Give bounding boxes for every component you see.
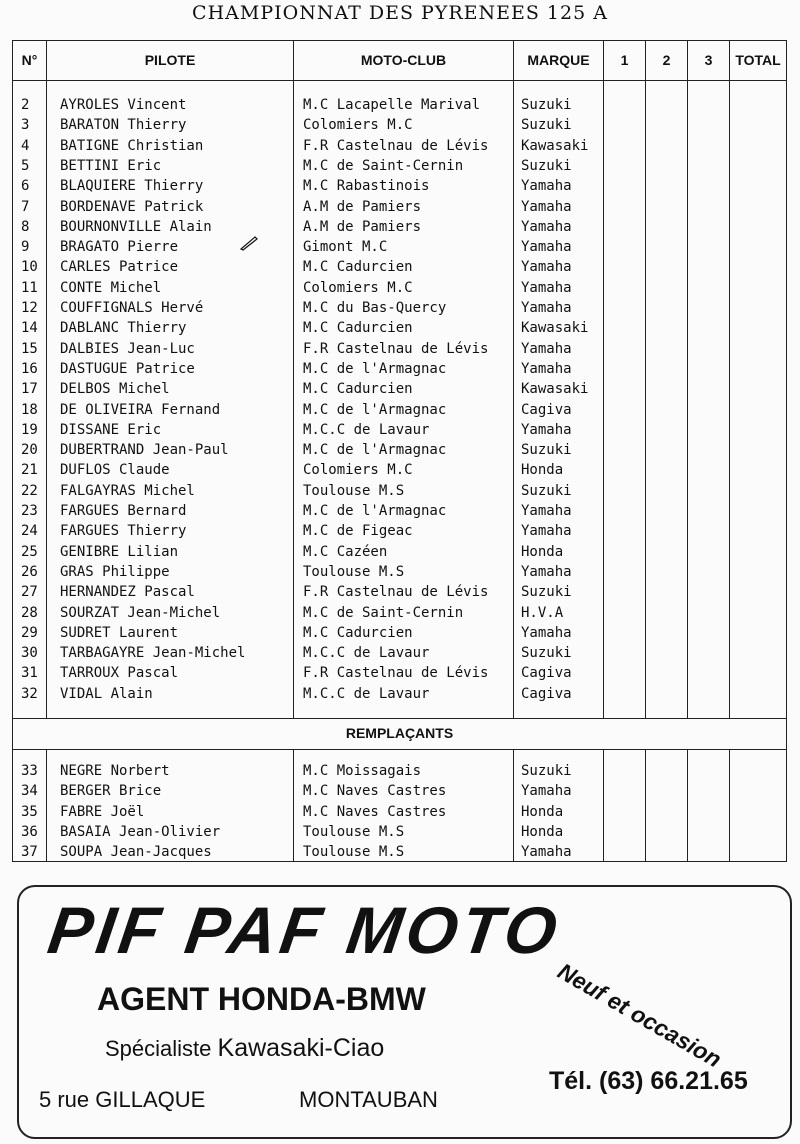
rider-club: M.C de l'Armagnac [303, 503, 447, 519]
rider-row [13, 298, 786, 318]
col-total-header: TOTAL [735, 52, 781, 68]
rider-brand: Yamaha [521, 239, 572, 256]
remplacant-row [13, 842, 786, 862]
rider-club: F.R Castelnau de Lévis [303, 665, 489, 682]
rider-name: SUDRET Laurent [60, 624, 179, 641]
rider-number: 21 [21, 462, 38, 479]
ad-city: MONTAUBAN [299, 1087, 438, 1112]
rider-club: Colomiers M.C [303, 462, 413, 479]
rider-club: Toulouse M.S [303, 844, 405, 861]
rider-row [13, 318, 786, 338]
rider-row [13, 339, 786, 359]
rider-number: 17 [21, 381, 38, 398]
rider-number: 35 [21, 803, 38, 820]
rider-number: 25 [21, 543, 38, 560]
rider-name: TARBAGAYRE Jean-Michel [60, 645, 246, 662]
rider-number: 32 [21, 685, 38, 702]
rider-name: BARATON Thierry [60, 117, 187, 134]
rider-name: AYROLES Vincent [60, 97, 187, 113]
rider-brand: Cagiva [521, 401, 572, 418]
rider-brand: Suzuki [521, 97, 572, 113]
rider-club: M.C Cadurcien [303, 320, 413, 337]
remplacants-heading: REMPLAÇANTS [345, 725, 454, 741]
rider-number: 9 [21, 239, 30, 256]
rider-row [13, 440, 786, 460]
rider-brand: Cagiva [521, 685, 572, 702]
col-manche1-header: 1 [620, 52, 629, 68]
rider-club: A.M de Pamiers [303, 198, 422, 215]
rider-brand: Yamaha [521, 503, 572, 519]
rider-name: GRAS Philippe [60, 563, 170, 580]
rider-number: 27 [21, 584, 38, 601]
rider-name: BRAGATO Pierre [60, 239, 179, 256]
rider-brand: Honda [521, 462, 564, 479]
rider-row [13, 420, 786, 440]
rider-name: DABLANC Thierry [60, 320, 187, 337]
rider-brand: Yamaha [521, 340, 572, 357]
rider-row [13, 603, 786, 623]
rider-club: M.C Cadurcien [303, 381, 413, 398]
rider-row [13, 156, 786, 176]
rider-number: 14 [21, 320, 38, 337]
rider-number: 28 [21, 604, 38, 621]
rider-brand: Kawasaki [521, 381, 589, 398]
rider-name: CARLES Patrice [60, 259, 179, 276]
rider-row [13, 562, 786, 582]
rider-row [13, 582, 786, 602]
ad-tagline: Neuf et occasion [553, 957, 726, 1073]
rider-number: 18 [21, 401, 38, 418]
rider-row [13, 359, 786, 379]
ad-address: 5 rue GILLAQUE [39, 1087, 206, 1112]
rider-row [13, 257, 786, 277]
rider-name: BOURNONVILLE Alain [60, 218, 212, 235]
remplacant-row [13, 822, 786, 842]
rider-number: 29 [21, 624, 38, 641]
rider-club: Gimont M.C [303, 239, 388, 256]
rider-brand: Yamaha [521, 218, 572, 235]
rider-number: 33 [21, 763, 38, 779]
rider-number: 24 [21, 523, 38, 540]
rider-brand: Yamaha [521, 563, 572, 580]
rider-row [13, 95, 786, 115]
rider-name: BORDENAVE Patrick [60, 198, 204, 215]
rider-row [13, 237, 786, 257]
rider-brand: Yamaha [521, 178, 572, 195]
rider-brand: Suzuki [521, 645, 572, 662]
rider-brand: Suzuki [521, 157, 572, 174]
rider-name: DUBERTRAND Jean-Paul [60, 442, 229, 459]
rider-brand: Yamaha [521, 259, 572, 276]
rider-club: Colomiers M.C [303, 279, 413, 296]
rider-club: M.C Cadurcien [303, 259, 413, 276]
rider-row [13, 400, 786, 420]
rider-number: 5 [21, 157, 30, 174]
rider-club: M.C Naves Castres [303, 783, 447, 800]
rider-brand: Yamaha [521, 624, 572, 641]
rider-club: M.C de l'Armagnac [303, 442, 447, 459]
rider-club: M.C Cazéen [303, 543, 388, 560]
col-manche3-header: 3 [704, 52, 713, 68]
rider-brand: Honda [521, 543, 564, 560]
rider-row [13, 684, 786, 704]
rider-brand: Suzuki [521, 117, 572, 134]
rider-name: DALBIES Jean-Luc [60, 340, 195, 357]
rider-number: 11 [21, 279, 38, 296]
rider-number: 2 [21, 97, 30, 113]
rider-number: 8 [21, 218, 30, 235]
remplacant-row [13, 761, 786, 781]
rider-brand: Suzuki [521, 482, 572, 499]
rider-row [13, 115, 786, 135]
rider-row [13, 623, 786, 643]
remplacant-row [13, 802, 786, 822]
rider-name: TARROUX Pascal [60, 665, 179, 682]
col-marque-header: MARQUE [527, 52, 590, 68]
rider-name: FALGAYRAS Michel [60, 482, 195, 499]
rider-brand: Honda [521, 803, 564, 820]
rider-club: Toulouse M.S [303, 482, 405, 499]
rider-row [13, 481, 786, 501]
rider-name: NEGRE Norbert [60, 763, 170, 779]
col-club-header: MOTO-CLUB [360, 52, 447, 68]
rider-club: M.C.C de Lavaur [303, 421, 430, 438]
rider-name: COUFFIGNALS Hervé [60, 300, 204, 316]
rider-club: M.C Lacapelle Marival [303, 97, 481, 113]
rider-brand: Suzuki [521, 442, 572, 459]
rider-name: FARGUES Bernard [60, 503, 187, 519]
rider-number: 6 [21, 178, 30, 195]
rider-name: BATIGNE Christian [60, 137, 204, 154]
ad-specialiste [105, 1034, 384, 1063]
rider-club: M.C de Saint-Cernin [303, 604, 464, 621]
rider-club: M.C de Saint-Cernin [303, 157, 464, 174]
rider-brand: Cagiva [521, 665, 572, 682]
col-pilote-header: PILOTE [144, 52, 196, 68]
rider-number: 7 [21, 198, 30, 215]
rider-club: M.C de l'Armagnac [303, 360, 447, 377]
rider-brand: Suzuki [521, 763, 572, 779]
rider-row [13, 136, 786, 156]
table-header [13, 41, 786, 81]
rider-club: M.C Cadurcien [303, 624, 413, 641]
rider-row [13, 217, 786, 237]
rider-name: FABRE Joël [60, 803, 145, 820]
rider-row [13, 278, 786, 298]
rider-club: F.R Castelnau de Lévis [303, 584, 489, 601]
rider-club: M.C du Bas-Quercy [303, 300, 447, 316]
rider-row [13, 379, 786, 399]
rider-brand: H.V.A [521, 604, 564, 621]
rider-row [13, 663, 786, 683]
rider-name: DE OLIVEIRA Fernand [60, 401, 221, 418]
rider-brand: Yamaha [521, 198, 572, 215]
rider-brand: Yamaha [521, 421, 572, 438]
col-num-header: N° [21, 52, 38, 68]
rider-number: 15 [21, 340, 38, 357]
rider-number: 10 [21, 259, 38, 276]
ad-specialiste-brands: Kawasaki-Ciao [217, 1034, 385, 1062]
rider-row [13, 176, 786, 196]
rider-club: Toulouse M.S [303, 823, 405, 840]
rider-club: M.C de Figeac [303, 523, 413, 540]
rider-club: M.C Naves Castres [303, 803, 447, 820]
rider-number: 30 [21, 645, 38, 662]
rider-brand: Honda [521, 823, 564, 840]
rider-name: SOUPA Jean-Jacques [60, 844, 212, 861]
ad-specialiste-prefix: Spécialiste [105, 1036, 212, 1061]
rider-row [13, 643, 786, 663]
rider-number: 16 [21, 360, 38, 377]
rider-brand: Yamaha [521, 360, 572, 377]
ad-agent: AGENT HONDA-BMW [97, 981, 426, 1017]
rider-name: DISSANE Eric [60, 421, 162, 438]
rider-number: 26 [21, 563, 38, 580]
rider-number: 36 [21, 823, 38, 840]
results-table [12, 40, 787, 862]
rider-number: 3 [21, 117, 30, 134]
rider-name: CONTE Michel [60, 279, 162, 296]
rider-brand: Yamaha [521, 844, 572, 861]
rider-number: 23 [21, 503, 38, 519]
rider-club: M.C de l'Armagnac [303, 401, 447, 418]
rider-row [13, 197, 786, 217]
rider-number: 37 [21, 844, 38, 861]
rider-club: F.R Castelnau de Lévis [303, 137, 489, 154]
rider-brand: Yamaha [521, 783, 572, 800]
rider-club: M.C Moissagais [303, 763, 422, 779]
col-manche2-header: 2 [662, 52, 671, 68]
remplacant-row [13, 781, 786, 801]
rider-brand: Kawasaki [521, 137, 589, 154]
rider-name: DUFLOS Claude [60, 462, 170, 479]
rider-number: 34 [21, 783, 38, 800]
rider-name: BETTINI Eric [60, 157, 162, 174]
rider-club: F.R Castelnau de Lévis [303, 340, 489, 357]
rider-name: DASTUGUE Patrice [60, 360, 195, 377]
rider-number: 31 [21, 665, 38, 682]
rider-number: 20 [21, 442, 38, 459]
rider-row [13, 460, 786, 480]
rider-club: Toulouse M.S [303, 563, 405, 580]
rider-brand: Suzuki [521, 584, 572, 601]
rider-club: M.C Rabastinois [303, 178, 430, 195]
rider-name: DELBOS Michel [60, 381, 170, 398]
rider-number: 19 [21, 421, 38, 438]
rider-number: 4 [21, 137, 30, 154]
rider-name: BLAQUIERE Thierry [60, 178, 204, 195]
rider-brand: Yamaha [521, 523, 572, 540]
rider-brand: Yamaha [521, 279, 572, 296]
rider-row [13, 521, 786, 541]
rider-row [13, 542, 786, 562]
rider-club: M.C.C de Lavaur [303, 685, 430, 702]
ad-phone: Tél. (63) 66.21.65 [549, 1067, 748, 1095]
rider-name: VIDAL Alain [60, 685, 153, 702]
rider-name: BASAIA Jean-Olivier [60, 823, 221, 840]
ad-brand: PIF PAF MOTO [43, 893, 566, 967]
rider-name: HERNANDEZ Pascal [60, 584, 195, 601]
rider-number: 22 [21, 482, 38, 499]
page-title: CHAMPIONNAT DES PYRENEES 125 A [192, 2, 608, 24]
rider-name: BERGER Brice [60, 783, 162, 800]
rider-name: GENIBRE Lilian [60, 543, 179, 560]
advertisement [17, 885, 792, 1139]
rider-row [13, 501, 786, 521]
rider-name: FARGUES Thierry [60, 523, 187, 540]
rider-brand: Yamaha [521, 300, 572, 316]
rider-number: 12 [21, 300, 38, 316]
rider-club: Colomiers M.C [303, 117, 413, 134]
rider-brand: Kawasaki [521, 320, 589, 337]
rider-name: SOURZAT Jean-Michel [60, 604, 221, 621]
rider-club: M.C.C de Lavaur [303, 645, 430, 662]
rider-club: A.M de Pamiers [303, 218, 422, 235]
